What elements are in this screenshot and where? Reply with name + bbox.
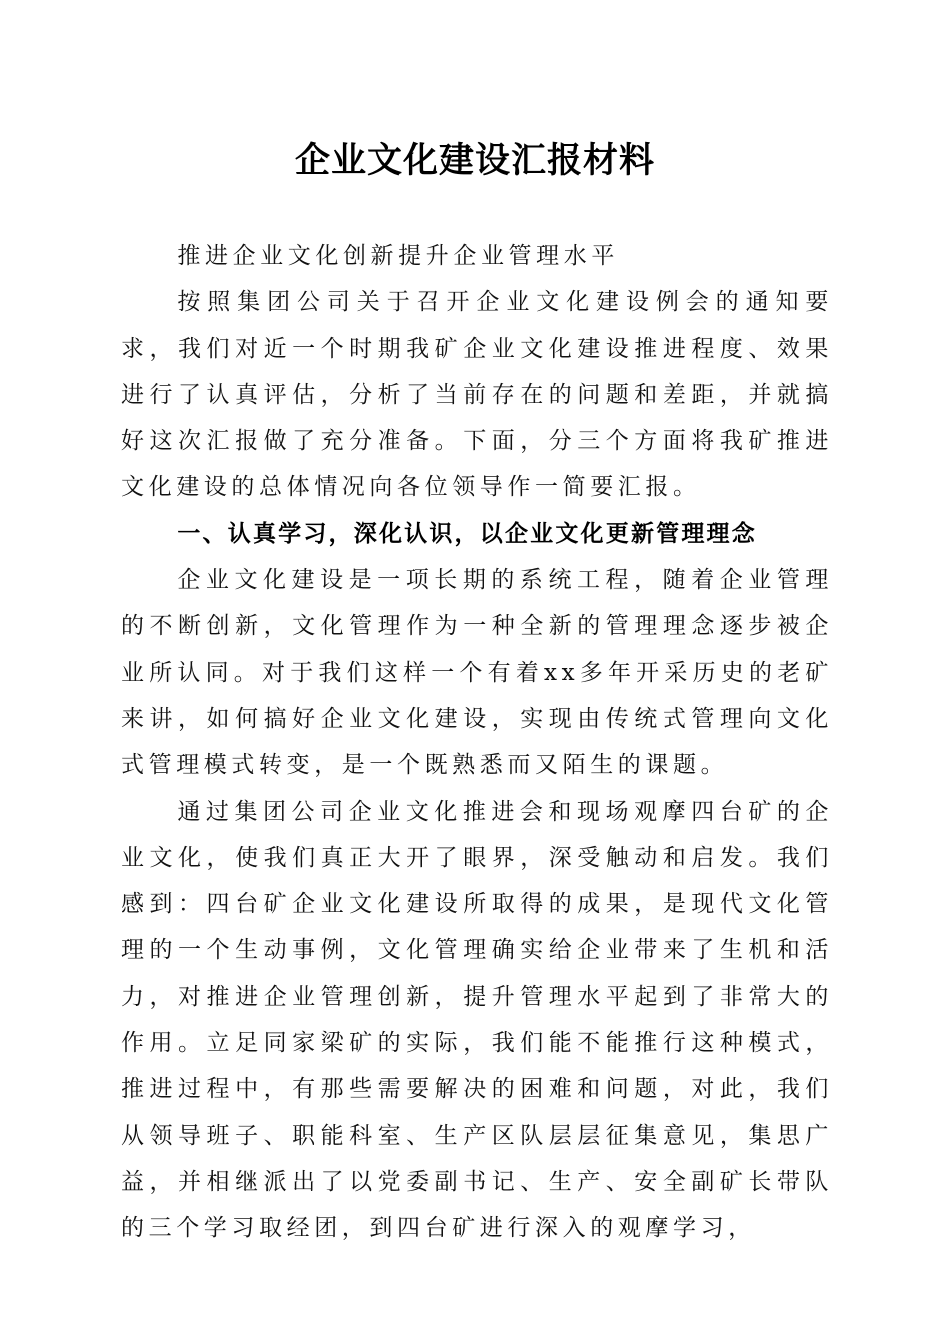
body-paragraph-1: 企业文化建设是一项长期的系统工程，随着企业管理的不断创新，文化管理作为一种全新的管理理念逐步被企业所认同。对于我们这样一个有着xx多年开采历史的老矿来讲，如何搞好企业文化建设，实现由传统式管理向文化式管理模式转变，是一个既熟悉而又陌生的课题。 xyxy=(121,567,833,779)
body-paragraph-2: 通过集团公司企业文化推进会和现场观摩四台矿的企业文化，使我们真正大开了眼界，深受触动和启发。我们感到：四台矿企业文化建设所取得的成果，是现代文化管理的一个生动事例，文化管理确实给企业带来了生机和活力，对推进企业管理创新，提升管理水平起到了非常大的作用。立足同家梁矿的实际，我们能不能推行这种模式，推进过程中，有那些需要解决的困难和问题，对此，我们从领导班子、职能科室、生产区队层层征集意见，集思广益，并相继派出了以党委副书记、生产、安全副矿长带队的三个学习取经团，到四台矿进行深入的观摩学习， xyxy=(121,798,833,1242)
intro-paragraph: 按照集团公司关于召开企业文化建设例会的通知要求，我们对近一个时期我矿企业文化建设推进程度、效果进行了认真评估，分析了当前存在的问题和差距，并就搞好这次汇报做了充分准备。下面，分三个方面将我矿推进文化建设的总体情况向各位领导作一简要汇报。 xyxy=(121,289,833,501)
document-title: 企业文化建设汇报材料 xyxy=(294,140,655,181)
section-heading-1: 一、认真学习，深化认识，以企业文化更新管理理念 xyxy=(177,520,757,547)
document-body xyxy=(121,233,833,1252)
subtitle-paragraph: 推进企业文化创新提升企业管理水平 xyxy=(177,243,619,269)
